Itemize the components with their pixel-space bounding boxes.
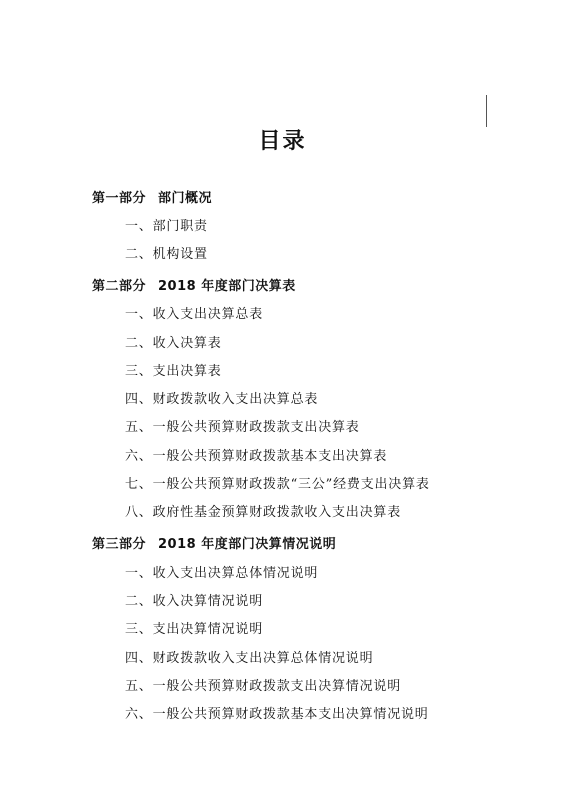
toc-section-3 <box>92 529 512 727</box>
section-part-label: 第二部分 <box>92 279 147 295</box>
page-title: 目录 <box>258 129 307 154</box>
section-title: 2018 年度部门决算情况说明 <box>158 537 337 553</box>
toc-item[interactable]: 一、收入支出决算总体情况说明 <box>125 565 319 581</box>
toc-item-list <box>92 210 512 267</box>
section-heading <box>92 182 512 210</box>
toc-item-list <box>92 299 512 525</box>
margin-line <box>486 95 487 127</box>
toc-item[interactable]: 八、政府性基金预算财政拨款收入支出决算表 <box>125 505 402 521</box>
toc-item[interactable]: 二、机构设置 <box>125 246 208 262</box>
toc-item-list <box>92 557 512 727</box>
toc-item[interactable]: 三、支出决算情况说明 <box>125 622 264 638</box>
section-title: 部门概况 <box>158 190 213 206</box>
toc-item[interactable]: 六、一般公共预算财政拨款基本支出决算表 <box>125 448 388 464</box>
toc-item[interactable]: 五、一般公共预算财政拨款支出决算表 <box>125 420 360 436</box>
toc-item[interactable]: 四、财政拨款收入支出决算总体情况说明 <box>125 650 374 666</box>
toc-section-1 <box>92 182 512 267</box>
toc-item[interactable]: 四、财政拨款收入支出决算总表 <box>125 392 319 408</box>
toc-item[interactable]: 一、收入支出决算总表 <box>125 307 264 323</box>
section-part-label: 第三部分 <box>92 537 147 553</box>
toc-item[interactable]: 六、一般公共预算财政拨款基本支出决算情况说明 <box>125 707 429 723</box>
toc-item[interactable]: 一、部门职责 <box>125 218 208 234</box>
table-of-contents <box>92 182 512 727</box>
toc-item[interactable]: 五、一般公共预算财政拨款支出决算情况说明 <box>125 678 402 694</box>
section-heading <box>92 529 512 557</box>
toc-section-2 <box>92 271 512 525</box>
toc-item[interactable]: 二、收入决算表 <box>125 335 222 351</box>
toc-item[interactable]: 二、收入决算情况说明 <box>125 593 264 609</box>
section-part-label: 第一部分 <box>92 190 147 206</box>
section-title: 2018 年度部门决算表 <box>158 279 296 295</box>
section-heading <box>92 271 512 299</box>
toc-item[interactable]: 三、支出决算表 <box>125 363 222 379</box>
toc-item[interactable]: 七、一般公共预算财政拨款“三公”经费支出决算表 <box>125 477 430 493</box>
